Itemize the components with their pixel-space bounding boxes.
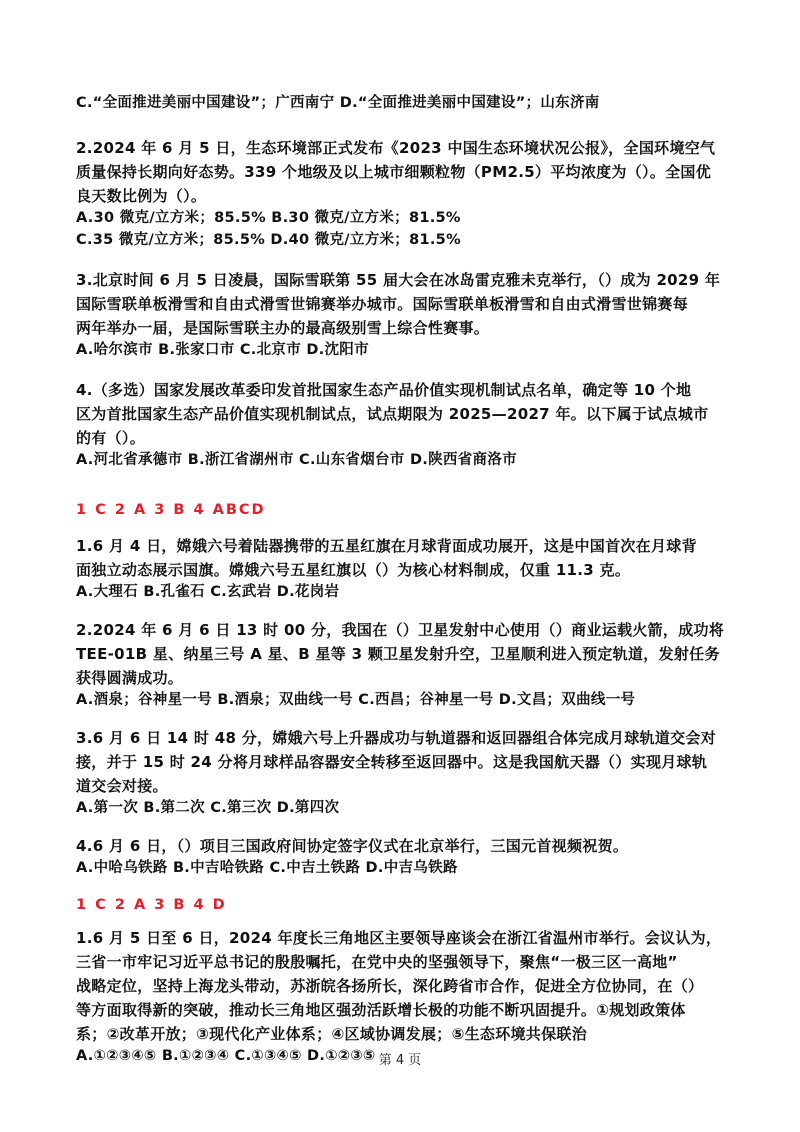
question-text-line: 4.（多选）国家发展改革委印发首批国家生态产品价值实现机制试点名单，确定等 10 个地 [76,381,692,399]
question-text-line: 系；②改革开放；③现代化产业体系；④区域协调发展；⑤生态环境共保联治 [76,1025,588,1043]
question-text-line: 两年举办一届，是国际雪联主办的最高级别雪上综合性赛事。 [76,319,490,337]
question-text-line: 良天数比例为（）。 [76,187,207,205]
question-text-line: 等方面取得新的突破，推动长三角地区强劲活跃增长极的功能不断巩固提升。①规划政策体 [76,1001,686,1019]
option-line: A.哈尔滨市 B.张家口市 C.北京市 D.沈阳市 [76,342,369,358]
option-line: A.30 微克/立方米；85.5% B.30 微克/立方米；81.5% [76,210,461,226]
question-text-line: 2.2024 年 6 月 5 日，生态环境部正式发布《2023 中国生态环境状况公报》，全国环境空气 [76,139,716,157]
answer-key-line: 1 C 2 A 3 B 4 ABCD [76,502,266,518]
option-line: A.酒泉；谷神星一号 B.酒泉；双曲线一号 C.西昌；谷神星一号 D.文昌；双曲线一号 [76,692,636,708]
question-text-line: 国际雪联单板滑雪和自由式滑雪世锦赛举办城市。国际雪联单板滑雪和自由式滑雪世锦赛每 [76,295,689,313]
question-text-line: 获得圆满成功。 [76,669,184,687]
option-line: C.“全面推进美丽中国建设”；广西南宁 D.“全面推进美丽中国建设”；山东济南 [76,95,600,111]
question-text-line: 道交会对接。 [76,777,168,795]
question-text-line: 1.6 月 5 日至 6 日，2024 年度长三角地区主要领导座谈会在浙江省温州市举行。会议认为， [76,929,722,947]
question-text-line: 的有（）。 [76,429,146,447]
option-line: A.河北省承德市 B.浙江省湖州市 C.山东省烟台市 D.陕西省商洛市 [76,452,517,468]
answer-key-line: 1 C 2 A 3 B 4 D [76,897,227,913]
option-line: A.中哈乌铁路 B.中吉哈铁路 C.中吉土铁路 D.中吉乌铁路 [76,860,458,876]
question-text-line: 面独立动态展示国旗。嫦娥六号五星红旗以（）为核心材料制成，仅重 11.3 克。 [76,561,631,579]
question-text-line: 1.6 月 4 日，嫦娥六号着陆器携带的五星红旗在月球背面成功展开，这是中国首次在月球背 [76,537,697,555]
option-line: C.35 微克/立方米；85.5% D.40 微克/立方米；81.5% [76,232,461,248]
question-text-line: 质量保持长期向好态势。339 个地级及以上城市细颗粒物（PM2.5）平均浓度为（）。全国优 [76,163,712,181]
option-line: A.①②③④⑤ B.①②③④ C.①③④⑤ D.①②③⑤ [76,1048,376,1064]
question-text-line: TEE-01B 星、纳星三号 A 星、B 星等 3 颗卫星发射升空，卫星顺利进入预定轨道，发射任务 [76,645,720,663]
question-text-line: 2.2024 年 6 月 6 日 13 时 00 分，我国在（）卫星发射中心使用（）商业运载火箭，成功将 [76,621,725,639]
question-text-line: 战略定位，坚持上海龙头带动，苏浙皖各扬所长，深化跨省市合作，促进全方位协同，在（） [76,977,704,995]
option-line: A.第一次 B.第二次 C.第三次 D.第四次 [76,800,340,816]
page-number: 第 4 页 [378,1053,422,1068]
question-text-line: 3.6 月 6 日 14 时 48 分，嫦娥六号上升器成功与轨道器和返回器组合体完成月球轨道交会对 [76,729,717,747]
question-text-line: 3.北京时间 6 月 5 日凌晨，国际雪联第 55 届大会在冰岛雷克雅未克举行，（）成为 2029 年 [76,271,721,289]
question-text-line: 4.6 月 6 日，（）项目三国政府间协定签字仪式在北京举行，三国元首视频祝贺。 [76,837,629,855]
question-text-line: 三省一市牢记习近平总书记的殷殷嘱托，在党中央的坚强领导下，聚焦“一极三区一高地” [76,953,678,971]
option-line: A.大理石 B.孔雀石 C.玄武岩 D.花岗岩 [76,584,340,600]
question-text-line: 接，并于 15 时 24 分将月球样品容器安全转移至返回器中。这是我国航天器（）实现月球轨 [76,753,708,771]
question-text-line: 区为首批国家生态产品价值实现机制试点，试点期限为 2025—2027 年。以下属于试点城市 [76,405,709,423]
